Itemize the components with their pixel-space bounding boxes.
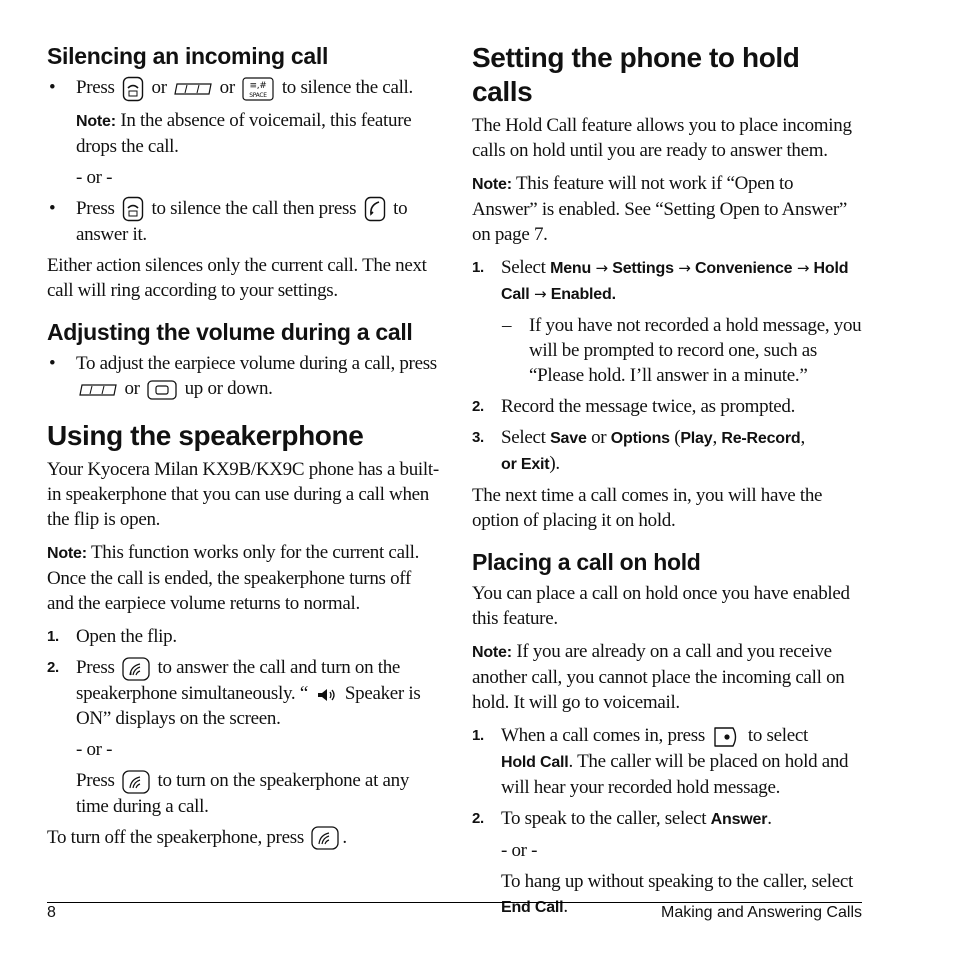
svg-text:≡,#: ≡,#: [249, 80, 267, 91]
right-softkey-icon: [712, 725, 740, 749]
chapter-title: Making and Answering Calls: [661, 904, 862, 921]
bullet-glyph: •: [49, 77, 56, 98]
note-already-on-call: Note: If you are already on a call and you receive another call, you cannot place the incoming call on hold. It will go to voicemail.: [472, 641, 845, 713]
section-heading-speakerphone: Using the speakerphone: [47, 420, 364, 452]
menu-path-convenience: Convenience: [694, 260, 793, 277]
menu-path-hold-call: Hold Call: [501, 260, 849, 303]
paragraph-speaker-intro: Your Kyocera Milan KX9B/KX9C phone has a built-in speakerphone that you can use during a call when the flip is open.: [47, 459, 439, 531]
paragraph-placing-intro: You can place a call on hold once you have enabled this feature.: [472, 583, 850, 629]
paragraph-turn-off: To turn off the speakerphone, press .: [47, 825, 439, 851]
paragraph-next-call: The next time a call comes in, you will have the option of placing it on hold.: [472, 485, 823, 531]
or-separator: - or -: [76, 166, 113, 188]
step-2-speaker: 2. Press to answer the call and turn on the speakerphone simultaneously. “ Speaker is ON” displays on the screen.: [47, 657, 421, 729]
note-open-to-answer: Note: This feature will not work if “Open to Answer” is enabled. See “Setting Open to Answer” on page 7.: [472, 173, 847, 245]
menu-path-enabled: Enabled.: [550, 286, 616, 303]
section-heading-silencing: Silencing an incoming call: [47, 43, 329, 69]
send-key-icon: [364, 196, 386, 222]
svg-text:SPACE: SPACE: [249, 91, 268, 99]
note-voicemail: Note: In the absence of voicemail, this feature drops the call.: [76, 109, 412, 157]
end-key-icon: [122, 196, 144, 222]
step-1-hold-call: 1. When a call comes in, press to select Hold Call. The caller will be placed on hold and will hear your recorded hold message.: [472, 725, 849, 798]
menu-path-settings: Settings: [612, 260, 674, 277]
section-heading-placing: Placing a call on hold: [472, 549, 701, 575]
right-column: [472, 40, 862, 920]
bullet-silence-answer: • Press to silence the call then press to answer it.: [49, 197, 408, 246]
sub-item-hold-message: – If you have not recorded a hold message, you will be prompted to record one, such as “Please hold. I’ll answer in a minute.”: [502, 315, 862, 386]
step-1-open-flip: 1. Open the flip.: [47, 626, 177, 648]
or-separator: - or -: [76, 738, 113, 760]
navigation-key-icon: [147, 380, 177, 400]
bullet-silence-keys: • Press or or ≡,# SPACE to silence the call.: [47, 75, 439, 102]
paragraph-hold-intro: The Hold Call feature allows you to place incoming calls on hold until you are ready to answer them.: [472, 115, 852, 161]
speaker-key-icon: [122, 657, 150, 681]
speaker-key-icon: [122, 770, 150, 794]
speaker-key-icon: [311, 826, 339, 850]
bullet-glyph: •: [49, 353, 56, 375]
footer-rule: [47, 902, 862, 903]
step-2-record: 2. Record the message twice, as prompted.: [472, 396, 796, 417]
bullet-volume: • To adjust the earpiece volume during a call, press or up or down.: [49, 353, 437, 400]
left-column: [47, 40, 439, 850]
menu-path-menu: Menu: [550, 260, 592, 277]
bullet-glyph: •: [49, 197, 56, 219]
step-2-answer: 2. To speak to the caller, select Answer.: [472, 807, 772, 829]
section-heading-hold: Setting the phone to hold calls: [472, 42, 800, 107]
step-2-alternative: Press to turn on the speakerphone at any time during a call.: [76, 769, 410, 817]
end-key-icon: [122, 76, 144, 102]
or-separator: - or -: [501, 839, 538, 861]
speaker-volume-icon: [315, 686, 337, 704]
paragraph-current-call: Either action silences only the current call. The next call will ring according to your settings.: [47, 255, 427, 302]
section-heading-volume: Adjusting the volume during a call: [47, 319, 413, 346]
side-volume-key-icon: [79, 383, 117, 397]
side-volume-key-icon: [174, 82, 212, 96]
page-number: 8: [47, 904, 56, 921]
space-pound-key-icon: [242, 77, 274, 101]
step-1-menu-path: 1. Select Menu → Settings → Convenience → Hold Call → Enabled.: [472, 257, 849, 303]
note-speaker: Note: This function works only for the current call. Once the call is ended, the speakerphone turns off and the earpiece volume returns to normal.: [47, 542, 420, 615]
paragraph-hang-up: To hang up without speaking to the caller, select End Call.: [501, 870, 854, 917]
step-3-save: 3. Select Save or Options (Play, Re-Record, or Exit).: [472, 427, 805, 474]
